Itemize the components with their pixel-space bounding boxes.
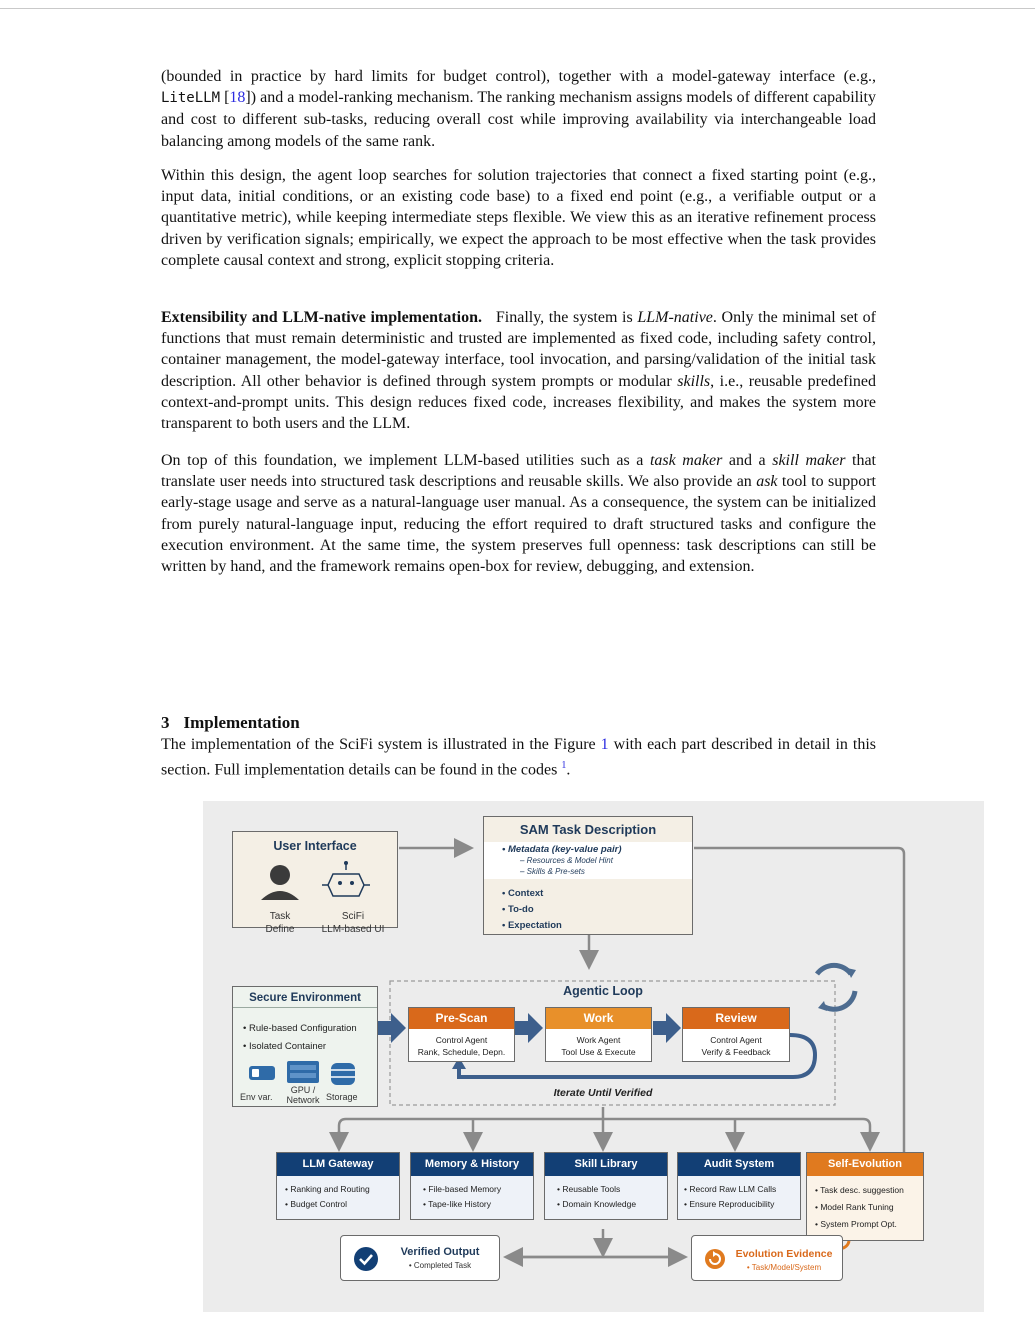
- skill-item1: • Reusable Tools: [557, 1184, 621, 1194]
- env-var-label: Env var.: [240, 1092, 273, 1102]
- secure-item1: • Rule-based Configuration: [243, 1023, 357, 1034]
- header-rule: [0, 8, 1035, 9]
- work-box: [545, 1007, 652, 1062]
- secure-item2: • Isolated Container: [243, 1041, 327, 1052]
- p4-text-b: and a: [722, 452, 773, 469]
- p4-em1: task maker: [649, 452, 723, 469]
- figure-ref-link[interactable]: 1: [600, 736, 609, 753]
- review-line1: Control Agent: [710, 1035, 762, 1045]
- section-heading: [161, 713, 300, 733]
- p3-text-b: . Only the minimal set of functions that must remain deterministic and trusted are implemented as fixed code, including safety control, container management, the model-gateway interface, tool invocation, and parsing/validation of the initial task description. All other behavior is defined through system prompts or modular: [161, 309, 876, 390]
- sam-metadata: [484, 842, 692, 879]
- paragraph-2: [161, 165, 876, 271]
- p1-text-a: (bounded in practice by hard limits for budget control), together with a model-gateway interface (e.g.,: [161, 68, 876, 85]
- sam-context: • Context: [502, 888, 544, 899]
- self-evolution-box: [806, 1152, 924, 1241]
- memory-history-box: [410, 1152, 534, 1220]
- llm-ui-label: LLM-based UI: [321, 924, 385, 935]
- p4-text-d: tool to support early-stage usage and serve as a natural-language user manual. As a consequence, the system can be initialized from purely natural-language input, reducing the effort required to draft structured tasks and configure the execution environment. At the same time, the system preserves full openness: task descriptions can still be written by hand, and the framework remains open-box for review, debugging, and extension.: [161, 473, 876, 576]
- iterate-label: Iterate Until Verified: [553, 1087, 653, 1099]
- define-label: Define: [265, 924, 295, 935]
- memory-history-title: Memory & History: [411, 1153, 533, 1176]
- check-circle-icon: [353, 1246, 379, 1272]
- secure-environment-box: [232, 986, 378, 1107]
- gpu-icon: [287, 1061, 319, 1083]
- evolution-evidence-title: Evolution Evidence: [735, 1248, 833, 1260]
- llm-gateway-title: LLM Gateway: [277, 1153, 399, 1176]
- self-evolution-title: Self-Evolution: [807, 1153, 923, 1176]
- paragraph-1: (bounded in practice by hard limits for budget control), together with a model-gateway interface (e.g., LiteLLM [18]) and a model-ranking mechanism. The ranking mechanism assigns models of different capability and cost to different sub-tasks, reducing overall cost while improving availability via interchangeable load balancing among models of the same rank.: [161, 68, 876, 150]
- skill-library-box: [544, 1152, 668, 1220]
- evolution-item1: • Task desc. suggestion: [815, 1185, 904, 1195]
- storage-icon: [331, 1063, 355, 1085]
- prescan-title: Pre-Scan: [409, 1008, 514, 1029]
- secure-env-title: Secure Environment: [249, 992, 361, 1004]
- section-number: 3: [161, 713, 170, 732]
- env-var-icon: [249, 1066, 275, 1080]
- sam-expectation: • Expectation: [502, 920, 562, 931]
- evolution-icon: [704, 1248, 726, 1270]
- p4-text-c: that translate user needs into structured task descriptions and reusable skills. We also provide an: [161, 452, 876, 491]
- p4-em3: ask: [756, 473, 778, 491]
- p4-em2: skill maker: [772, 452, 846, 469]
- gpu-label: GPU /: [290, 1085, 316, 1095]
- prescan-line1: Control Agent: [435, 1035, 488, 1045]
- llm-gateway-box: [276, 1152, 400, 1220]
- scifi-label: SciFi: [341, 911, 365, 922]
- secure-icons: [233, 1058, 377, 1088]
- citation-link[interactable]: 18: [229, 89, 246, 107]
- memory-item2: • Tape-like History: [423, 1199, 492, 1209]
- section-title: Implementation: [183, 713, 300, 732]
- p1-code: LiteLLM: [161, 90, 221, 107]
- audit-item1: • Record Raw LLM Calls: [684, 1184, 777, 1194]
- p5-text-b: with each part described in detail in this section. Full implementation details can be found in the codes: [161, 736, 877, 779]
- p3-em2: skills: [677, 372, 711, 390]
- p3-text-a: Finally, the system is: [495, 309, 638, 326]
- p5-text-c: .: [566, 761, 571, 779]
- user-interface-box: [232, 831, 398, 935]
- skill-item2: • Domain Knowledge: [557, 1199, 637, 1209]
- task-label: Task: [269, 911, 291, 922]
- verified-output-box: [340, 1235, 500, 1281]
- evolution-evidence-box: [691, 1235, 843, 1281]
- sam-meta-sub2: – Skills & Pre-sets: [520, 867, 585, 876]
- llm-gateway-item1: • Ranking and Routing: [285, 1184, 370, 1194]
- verified-output-sub: • Completed Task: [408, 1261, 472, 1270]
- footnote-link[interactable]: 1: [561, 760, 567, 772]
- evolution-evidence-sub: • Task/Model/System: [746, 1263, 822, 1272]
- llm-gateway-item2: • Budget Control: [285, 1199, 348, 1209]
- refresh-cycle-icon: [817, 965, 856, 1011]
- p3-em1: LLM-native: [637, 309, 713, 326]
- user-interface-title: User Interface: [273, 839, 357, 853]
- robot-icon: [322, 861, 370, 896]
- prescan-line2: Rank, Schedule, Depn.: [417, 1047, 506, 1057]
- p3-heading: Extensibility and LLM-native implementation.: [161, 309, 482, 326]
- review-line2: Verify & Feedback: [701, 1047, 771, 1057]
- sam-task-box: [483, 816, 693, 935]
- network-label: Network: [286, 1095, 320, 1105]
- sam-metadata-label: • Metadata (key-value pair): [502, 844, 622, 855]
- ui-icons: [233, 860, 397, 908]
- audit-system-box: [677, 1152, 801, 1220]
- verified-output-title: Verified Output: [400, 1246, 480, 1258]
- memory-item1: • File-based Memory: [423, 1184, 502, 1194]
- prescan-box: [408, 1007, 515, 1062]
- paragraph-3: [161, 307, 876, 434]
- evolution-item3: • System Prompt Opt.: [815, 1219, 897, 1229]
- sam-title: SAM Task Description: [519, 822, 657, 837]
- evolution-item2: • Model Rank Tuning: [815, 1202, 894, 1212]
- work-line1: Work Agent: [576, 1035, 621, 1045]
- agentic-loop-title: Agentic Loop: [563, 984, 643, 998]
- p5-text-a: The implementation of the SciFi system is illustrated in the Figure: [161, 736, 601, 753]
- paragraph-5: [161, 734, 876, 781]
- work-line2: Tool Use & Execute: [561, 1047, 636, 1057]
- review-title: Review: [683, 1008, 789, 1029]
- sam-todo: • To-do: [502, 904, 534, 915]
- work-title: Work: [546, 1008, 651, 1029]
- architecture-figure: [203, 801, 984, 1312]
- sam-meta-sub1: – Resources & Model Hint: [520, 856, 613, 865]
- user-icon: [261, 865, 299, 900]
- p2-text: Within this design, the agent loop searches for solution trajectories that connect a fixed starting point (e.g., input data, initial conditions, or an existing code base) to a fixed end point (e.g., a verifiable output or a quantitative metric), while keeping intermediate steps flexible. We view this as an iterative refinement process driven by verification signals; empirically, we expect the approach to be most effective when the task provides complete causal context and strong, explicit stopping criteria.: [161, 167, 876, 269]
- audit-item2: • Ensure Reproducibility: [684, 1199, 775, 1209]
- audit-system-title: Audit System: [678, 1153, 800, 1176]
- p4-text-a: On top of this foundation, we implement LLM-based utilities such as a: [161, 452, 650, 469]
- review-box: [682, 1007, 790, 1062]
- paragraph-4: [161, 450, 876, 577]
- p1-text-b: ) and a model-ranking mechanism. The ranking mechanism assigns models of different capability and cost to different sub-tasks, reducing overall cost while improving availability via interchangeable load balancing among models of the same rank.: [161, 89, 876, 150]
- skill-library-title: Skill Library: [545, 1153, 667, 1176]
- p3-text-c: , i.e., reusable predefined context-and-prompt units. This design reduces fixed code, increases flexibility, and makes the system more transparent to both users and the LLM.: [161, 372, 876, 433]
- storage-label: Storage: [326, 1092, 358, 1102]
